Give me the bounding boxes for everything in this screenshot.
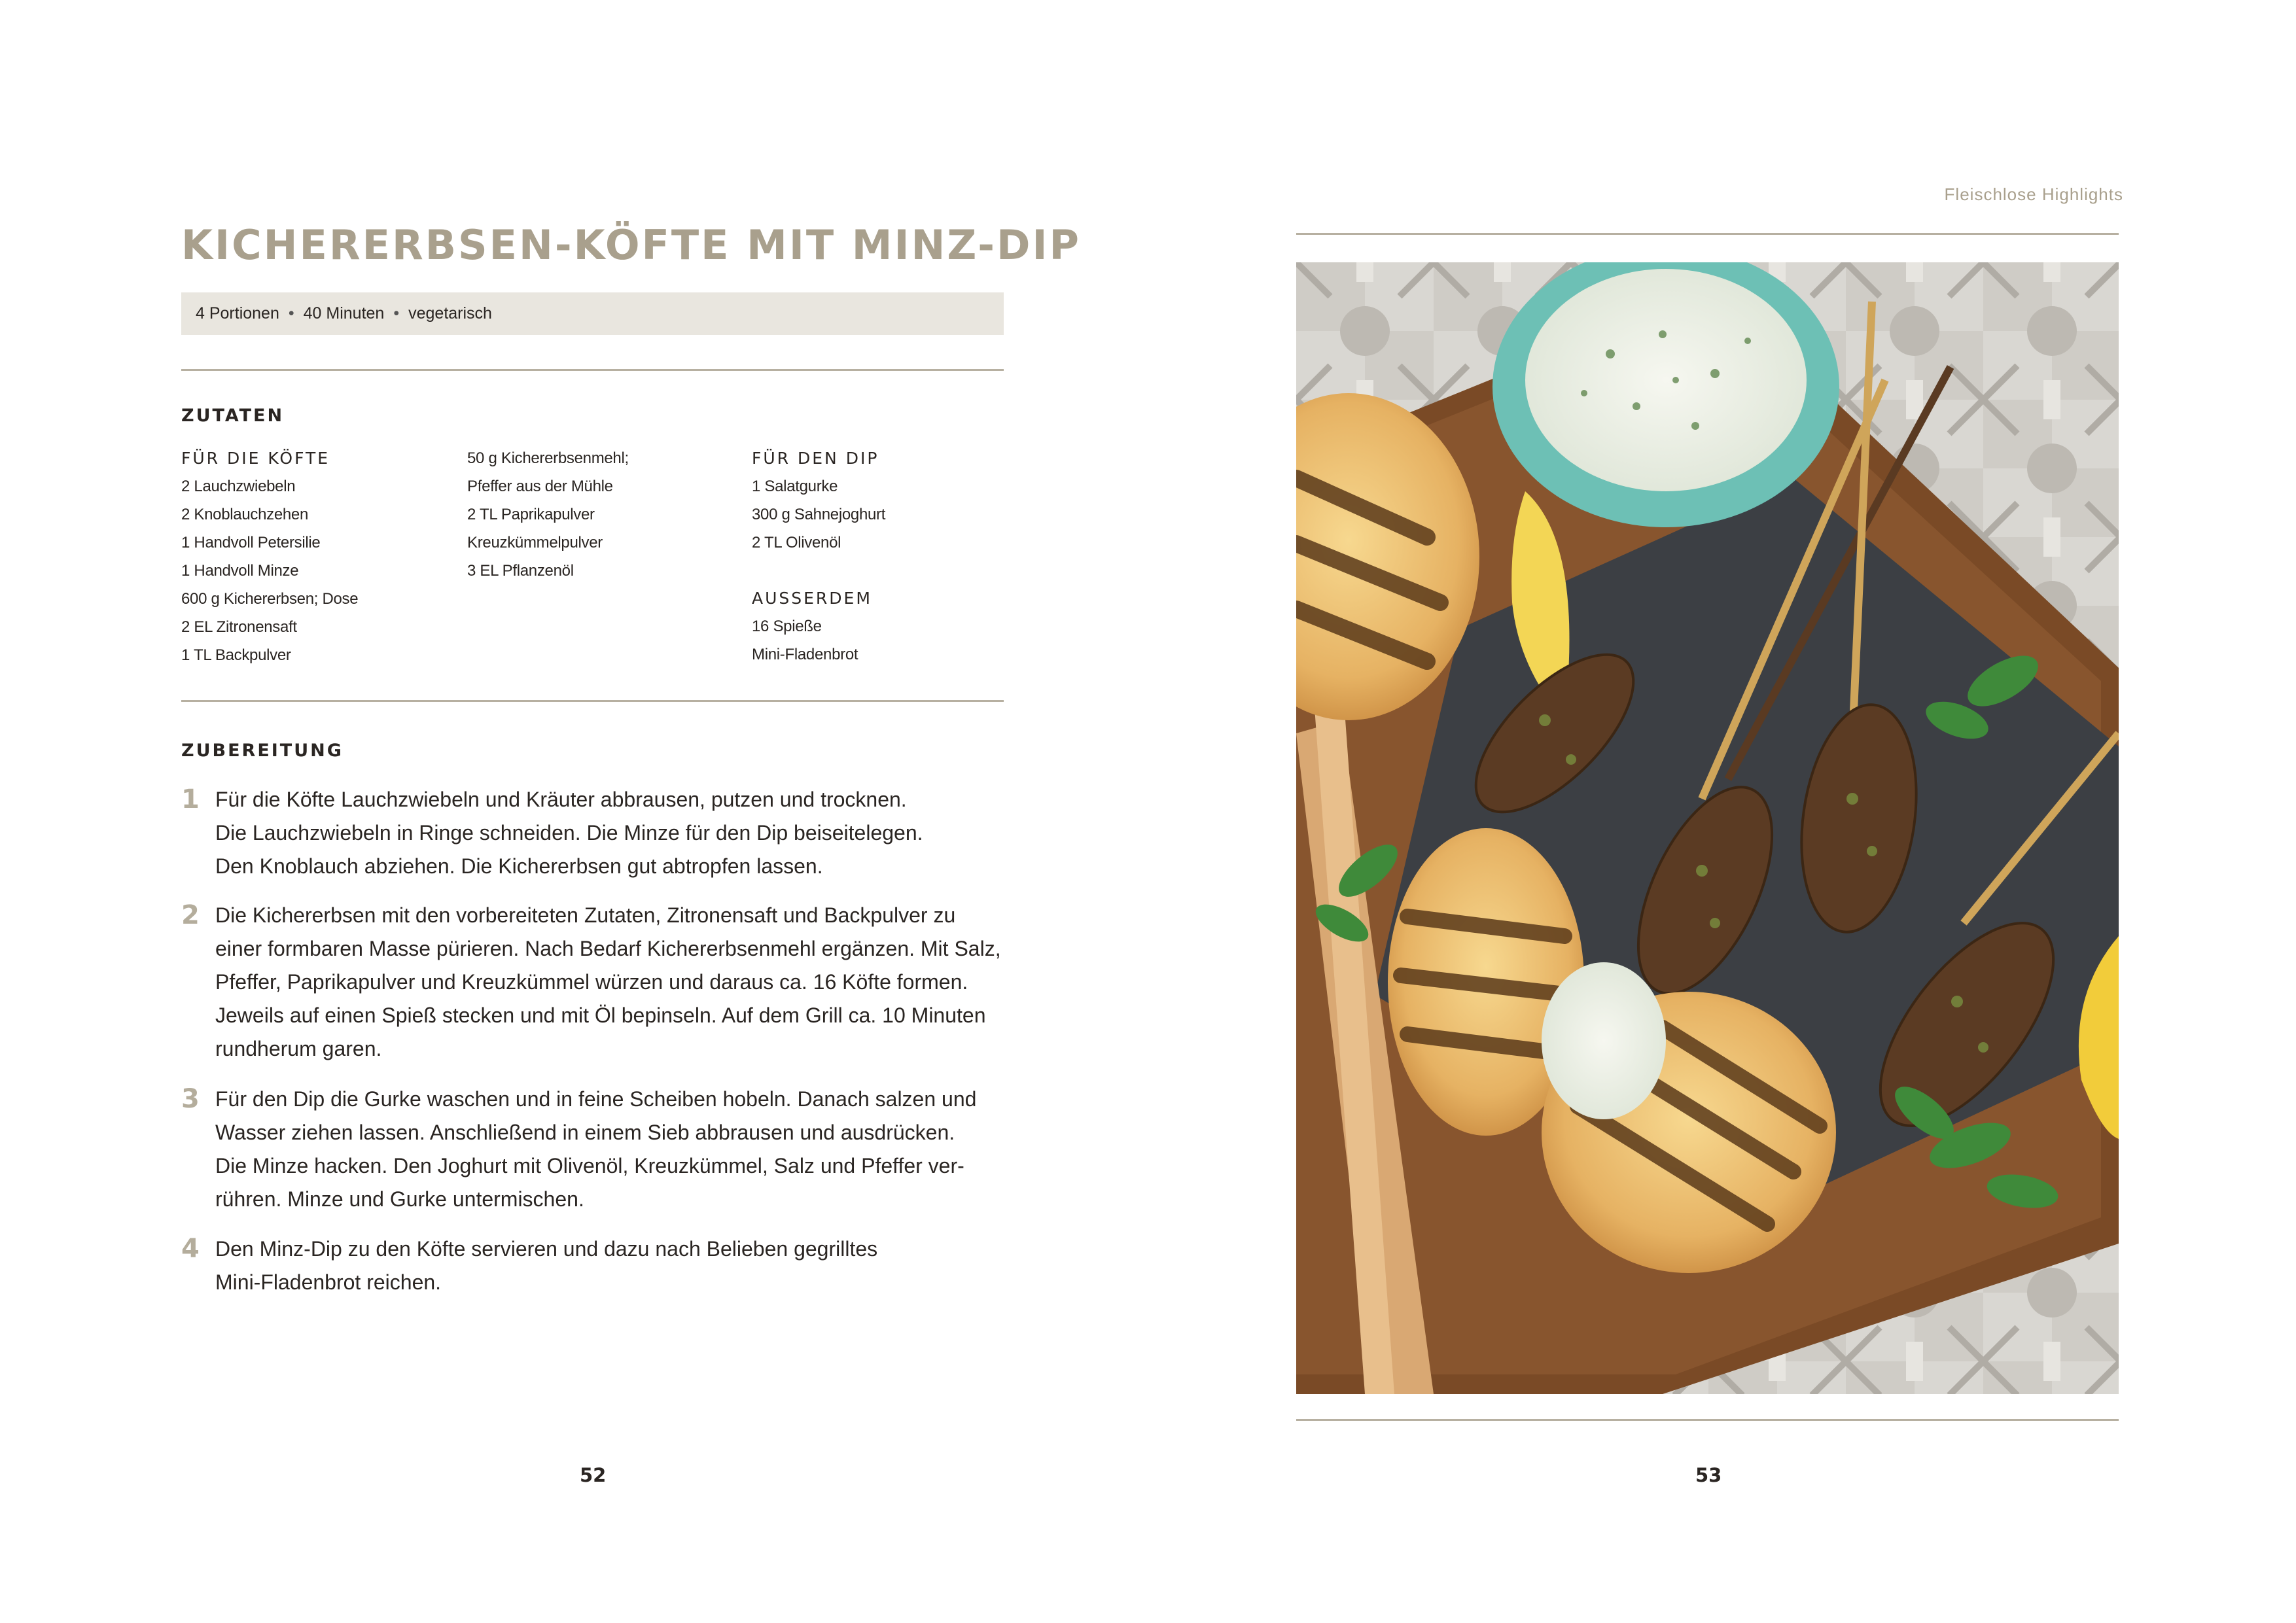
ingredient-item: 2 TL Olivenöl [752,534,841,551]
step-line: Pfeffer, Paprikapulver und Kreuzkümmel würzen und daraus ca. 16 Köfte formen. [215,970,968,994]
step-number: 1 [181,784,200,814]
divider-rule [181,700,1004,702]
ingredient-item: 50 g Kichererbsenmehl; [467,449,629,467]
divider-rule [181,369,1004,371]
prep-step [181,1232,1004,1304]
ingredients-heading: ZUTATEN [181,406,285,426]
prep-time: 40 Minuten [303,304,385,323]
portions: 4 Portionen [196,304,279,323]
ingredients-column-2 [467,445,742,585]
step-text [215,899,1000,1066]
ingredient-item: 1 Handvoll Minze [181,562,299,580]
ingredients-column-1 [181,445,456,669]
step-line: rühren. Minze und Gurke untermischen. [215,1187,584,1211]
ingredient-list [467,445,742,585]
ingredient-item: 2 Lauchzwiebeln [181,478,296,495]
ingredient-item: 300 g Sahnejoghurt [752,506,886,523]
step-line: Den Knoblauch abziehen. Die Kichererbsen gut abtropfen lassen. [215,854,823,878]
ingredient-item: 1 Salatgurke [752,478,838,495]
step-line: Für die Köfte Lauchzwiebeln und Kräuter abbrausen, putzen und trocknen. [215,788,907,811]
step-line: Mini-Fladenbrot reichen. [215,1270,442,1294]
ingredients-column-3 [752,445,1027,669]
running-head: Fleischlose Highlights [1944,184,2123,204]
ingredient-item: 2 Knoblauchzehen [181,506,309,523]
separator-dot: • [393,304,400,323]
prep-step [181,1083,1004,1220]
separator-dot: • [288,304,294,323]
divider-rule [1296,233,2119,235]
diet-label: vegetarisch [408,304,492,323]
ingredients-subheading: FÜR DIE KÖFTE [181,449,330,468]
ingredient-item: 2 EL Zitronensaft [181,618,297,636]
step-line: Die Kichererbsen mit den vorbereiteten Zutaten, Zitronensaft und Backpulver zu [215,903,956,927]
ingredients-subheading: AUSSERDEM [752,589,872,608]
ingredients-subheading: FÜR DEN DIP [752,449,879,468]
step-line: Die Lauchzwiebeln in Ringe schneiden. Die Minze für den Dip beiseitelegen. [215,821,923,845]
step-line: Jeweils auf einen Spieß stecken und mit Öl bepinseln. Auf dem Grill ca. 10 Minuten [215,1003,986,1027]
step-text [215,783,1000,883]
ingredient-item: Pfeffer aus der Mühle [467,478,613,495]
step-number: 4 [181,1234,200,1264]
ingredient-item: 600 g Kichererbsen; Dose [181,590,359,608]
page-number-right: 53 [1695,1464,1722,1486]
ingredient-list [752,612,1027,669]
prep-step [181,783,1004,888]
prep-step [181,899,1004,1069]
recipe-meta-bar [181,292,1004,335]
recipe-photo [1296,262,2119,1394]
step-number: 2 [181,900,200,930]
ingredient-item: 3 EL Pflanzenöl [467,562,574,580]
page-number-left: 52 [580,1464,607,1486]
divider-rule [1296,1419,2119,1421]
step-text [215,1232,1000,1299]
step-line: Den Minz-Dip zu den Köfte servieren und dazu nach Belieben gegrilltes [215,1237,878,1261]
step-line: Für den Dip die Gurke waschen und in feine Scheiben hobeln. Danach salzen und [215,1087,977,1111]
step-line: einer formbaren Masse pürieren. Nach Bedarf Kichererbsenmehl ergänzen. Mit Salz, [215,937,1001,960]
ingredient-item: Mini-Fladenbrot [752,646,858,663]
step-line: Die Minze hacken. Den Joghurt mit Olivenöl, Kreuzkümmel, Salz und Pfeffer ver- [215,1154,964,1178]
step-text [215,1083,1000,1216]
ingredient-item: 1 Handvoll Petersilie [181,534,321,551]
step-line: Wasser ziehen lassen. Anschließend in einem Sieb abbrausen und ausdrücken. [215,1121,955,1144]
preparation-heading: ZUBEREITUNG [181,741,344,761]
ingredient-item: 16 Spieße [752,618,822,635]
recipe-title: KICHERERBSEN-KÖFTE MIT MINZ-DIP [181,221,1081,269]
ingredient-item: 2 TL Paprikapulver [467,506,595,523]
ingredient-item: 1 TL Backpulver [181,646,291,664]
step-line: rundherum garen. [215,1037,382,1060]
ingredient-list [752,472,1027,557]
ingredient-list [181,472,456,669]
ingredient-item: Kreuzkümmelpulver [467,534,603,551]
step-number: 3 [181,1084,200,1114]
